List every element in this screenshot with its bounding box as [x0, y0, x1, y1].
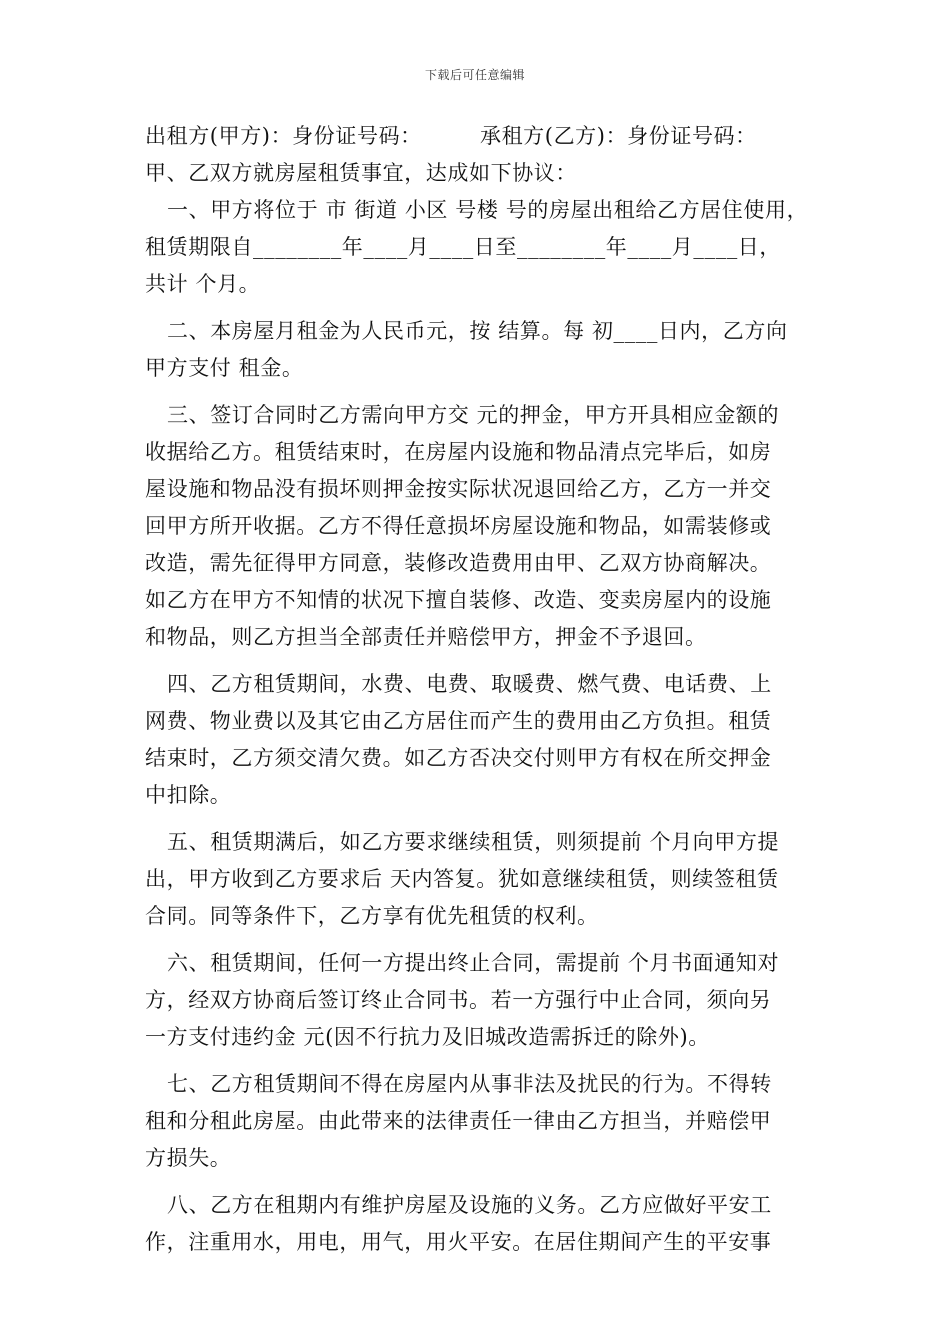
clause-3-line-2: 收据给乙方。租赁结束时，在房屋内设施和物品清点完毕后，如房 [145, 440, 772, 464]
clause-8-line-2: 作，注重用水，用电，用气，用火平安。在居住期间产生的平安事 [145, 1230, 772, 1254]
clause-4-line-4: 中扣除。 [145, 783, 232, 807]
clause-1-line-2: 租赁期限自________年____月____日至________年____月____日， [145, 235, 781, 259]
clause-2-line-1: 二、本房屋月租金为人民币元，按 结算。每 初____日内，乙方向 [167, 319, 788, 343]
clause-3-line-7: 和物品，则乙方担当全部责任并赔偿甲方，押金不予退回。 [145, 625, 707, 649]
clause-5-line-1: 五、租赁期满后，如乙方要求继续租赁，则须提前 个月向甲方提 [167, 830, 780, 854]
clause-5-line-3: 合同。同等条件下，乙方享有优先租赁的权利。 [145, 904, 599, 928]
clause-6-line-1: 六、租赁期间，任何一方提出终止合同，需提前 个月书面通知对 [167, 951, 780, 975]
clause-6-line-2: 方，经双方协商后签订终止合同书。若一方强行中止合同，须向另 [145, 988, 772, 1012]
clause-3-line-1: 三、签订合同时乙方需向甲方交 元的押金，甲方开具相应金额的 [167, 403, 780, 427]
clause-3-line-5: 改造，需先征得甲方同意，装修改造费用由甲、乙双方协商解决。 [145, 551, 772, 575]
clause-1-line-3: 共计 个月。 [145, 272, 261, 296]
clause-7-line-2: 租和分租此房屋。由此带来的法律责任一律由乙方担当，并赔偿甲 [145, 1109, 772, 1133]
clause-4-line-2: 网费、物业费以及其它由乙方居住而产生的费用由乙方负担。租赁 [145, 709, 772, 733]
agreement-intro: 甲、乙双方就房屋租赁事宜，达成如下协议： [145, 161, 577, 185]
clause-5-line-2: 出，甲方收到乙方要求后 天内答复。犹如意继续租赁，则续签租赁 [145, 867, 779, 891]
clause-3-line-3: 屋设施和物品没有损坏则押金按实际状况退回给乙方，乙方一并交 [145, 477, 772, 501]
clause-6-line-3: 一方支付违约金 元(因不行抗力及旧城改造需拆迁的除外)。 [145, 1025, 710, 1049]
clause-3-line-4: 回甲方所开收据。乙方不得任意损坏房屋设施和物品，如需装修或 [145, 514, 772, 538]
clause-2-line-2: 甲方支付 租金。 [145, 356, 304, 380]
clause-4-line-1: 四、乙方租赁期间，水费、电费、取暖费、燃气费、电话费、上 [167, 672, 772, 696]
contract-body [145, 118, 810, 1261]
clause-8-line-1: 八、乙方在租期内有维护房屋及设施的义务。乙方应做好平安工 [167, 1193, 772, 1217]
parties-line: 出租方(甲方)：身份证号码： 承租方(乙方)：身份证号码： [145, 124, 757, 148]
clause-7-line-3: 方损失。 [145, 1146, 232, 1170]
clause-4-line-3: 结束时，乙方须交清欠费。如乙方否决交付则甲方有权在所交押金 [145, 746, 772, 770]
clause-7-line-1: 七、乙方租赁期间不得在房屋内从事非法及扰民的行为。不得转 [167, 1072, 772, 1096]
clause-3-line-6: 如乙方在甲方不知情的状况下擅自装修、改造、变卖房屋内的设施 [145, 588, 772, 612]
page-header: 下载后可任意编辑 [424, 68, 525, 82]
clause-1-line-1: 一、甲方将位于 市 街道 小区 号楼 号的房屋出租给乙方居住使用， [167, 198, 809, 222]
